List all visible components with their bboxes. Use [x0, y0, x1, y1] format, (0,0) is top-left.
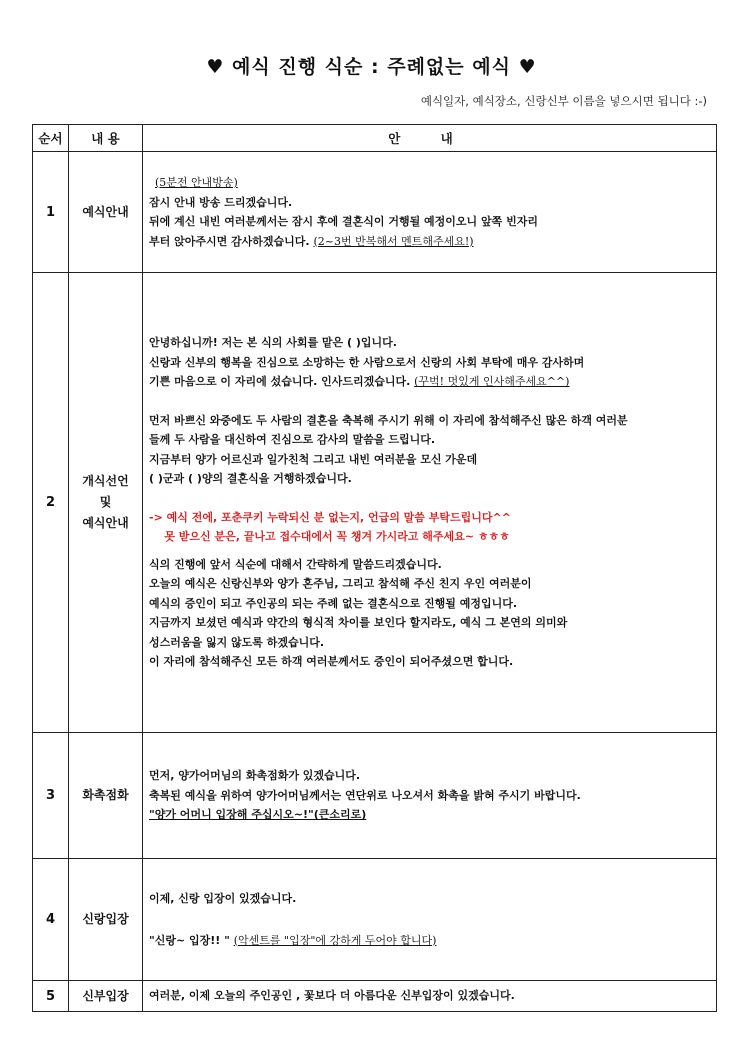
header-order: 순서 [33, 125, 69, 152]
row-item-label: 화촉점화 [82, 788, 129, 802]
row-item [69, 859, 143, 981]
guide-line: 오늘의 예식은 신랑신부와 양가 혼주님, 그리고 참석해 주신 친지 우인 여러분이 [149, 577, 532, 591]
guide-line: 잠시 안내 방송 드리겠습니다. [149, 195, 293, 209]
table-row [33, 981, 717, 1012]
row-guide [143, 273, 717, 733]
page-subtitle: 예식일자, 예식장소, 신랑신부 이름을 넣으시면 됩니다 :-) [420, 94, 707, 108]
page-title: ♥ 예식 진행 식순 : 주례없는 예식 ♥ [206, 56, 537, 78]
guide-line: 이제, 신랑 입장이 있겠습니다. [149, 892, 297, 905]
guide-line: 먼저 바쁘신 와중에도 두 사람의 결혼을 축복해 주시기 위해 이 자리에 참석해주신 많은 하객 여러분 [149, 413, 628, 427]
guide-note: (5분전 안내방송) [155, 176, 238, 189]
guide-line: 여러분, 이제 오늘의 주인공인 , 꽃보다 더 아름다운 신부입장이 있겠습니다. [149, 989, 515, 1003]
row-item [69, 152, 143, 273]
guide-line: 이 자리에 참석해주신 모든 하객 여러분께서도 증인이 되어주셨으면 합니다. [149, 655, 514, 669]
row-item [69, 273, 143, 733]
header-guide: 안 내 [143, 125, 717, 152]
guide-line: "양가 어머니 입장해 주십시오~!"(큰소리로) [149, 808, 367, 822]
table-row [33, 152, 717, 273]
guide-line: "신랑~ 입장!! " [149, 933, 234, 947]
guide-note: (2~3번 반복해서 멘트해주세요!) [313, 234, 474, 248]
guide-line: 안녕하십니까! 저는 본 식의 사회를 맡은 ( )입니다. [149, 336, 397, 350]
guide-note: (악센트를 "입장"에 강하게 두어야 합니다) [233, 933, 437, 947]
row-item [69, 981, 143, 1012]
table-row [33, 273, 717, 733]
row-guide [143, 981, 717, 1012]
guide-line: 축복된 예식을 위하여 양가어머님께서는 연단위로 나오셔서 화촉을 밝혀 주시기 바랍니다. [149, 788, 581, 802]
row-number: 4 [33, 859, 69, 981]
row-item-label: 신랑입장 [82, 912, 129, 926]
table-header-row [33, 125, 717, 152]
guide-line: 지금까지 보셨던 예식과 약간의 형식적 차이를 보인다 할지라도, 예식 그 본연의 의미와 [149, 616, 568, 630]
row-guide [143, 733, 717, 859]
guide-line: 먼저, 양가어머님의 화촉점화가 있겠습니다. [149, 769, 361, 783]
guide-alert-line: 못 받으신 분은, 끝나고 접수대에서 꼭 챙겨 가시라고 해주세요~ ㅎㅎㅎ [149, 530, 510, 544]
guide-line: 지금부터 양가 어르신과 일가친척 그리고 내빈 여러분을 모신 가운데 [149, 452, 478, 466]
guide-line: 들께 두 사람을 대신하여 진심으로 감사의 말씀을 드립니다. [149, 433, 436, 447]
row-item-label: 신부입장 [82, 988, 129, 1003]
row-item-label: 예식안내 [82, 516, 129, 530]
guide-alert-line: -> 예식 전에, 포춘쿠키 누락되신 분 없는지, 언급의 말씀 부탁드립니다^^ [149, 510, 511, 524]
guide-line: 식의 진행에 앞서 식순에 대해서 간략하게 말씀드리겠습니다. [149, 557, 442, 571]
row-number: 1 [33, 152, 69, 273]
table-row [33, 733, 717, 859]
ceremony-table [32, 124, 717, 1012]
guide-line: 성스러움을 잃지 않도록 하겠습니다. [149, 635, 325, 649]
table-row [33, 859, 717, 981]
guide-line: 신랑과 신부의 행복을 진심으로 소망하는 한 사람으로서 신랑의 사회 부탁에 매우 감사하며 [149, 355, 585, 369]
row-guide [143, 152, 717, 273]
row-item-label: 예식안내 [82, 204, 129, 219]
row-item-label: 및 [99, 495, 112, 509]
guide-line: 뒤에 계신 내빈 여러분께서는 잠시 후에 결혼식이 거행될 예정이오니 앞쪽 빈자리 [149, 215, 538, 228]
guide-line: ( )군과 ( )양의 결혼식을 거행하겠습니다. [149, 472, 352, 486]
guide-line: 예식의 증인이 되고 주인공의 되는 주례 없는 결혼식으로 진행될 예정입니다. [149, 596, 518, 610]
row-number: 3 [33, 733, 69, 859]
row-number: 2 [33, 273, 69, 733]
guide-line: 부터 앉아주시면 감사하겠습니다. [149, 234, 314, 248]
guide-note: (꾸벅! 멋있게 인사해주세요^^) [414, 375, 570, 389]
row-item-label: 개식선언 [82, 474, 129, 488]
guide-line: 기쁜 마음으로 이 자리에 섰습니다. 인사드리겠습니다. [149, 375, 415, 389]
row-number: 5 [33, 981, 69, 1012]
header-content: 내 용 [69, 125, 143, 152]
row-guide [143, 859, 717, 981]
row-item [69, 733, 143, 859]
